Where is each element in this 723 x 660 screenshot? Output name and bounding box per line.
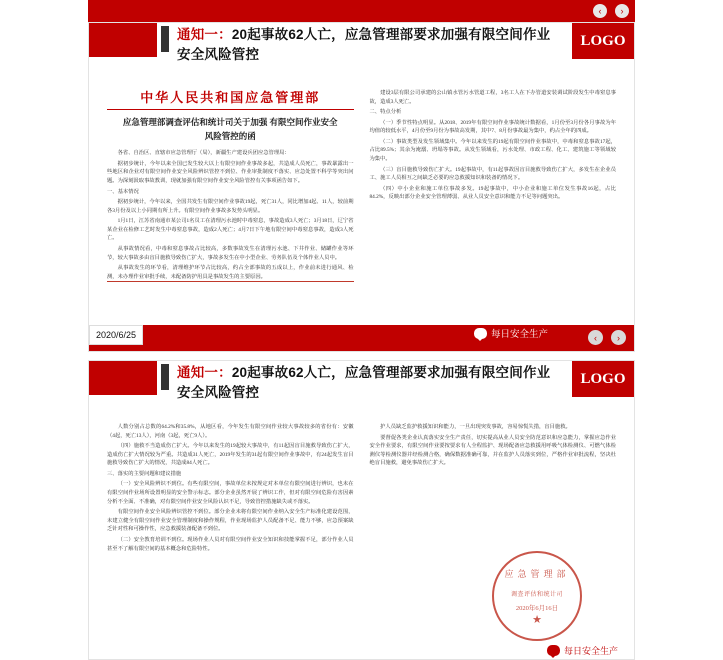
slide-1-logo: LOGO — [572, 23, 634, 59]
wechat-icon — [474, 328, 487, 339]
paragraph: 要督促各类企业认真落实安全生产责任，切实提高从业人员安全防范意识和应急能力，掌握应急作业安全作业要求，有限空间作业要按要求有人全程监护、现场配备应急救援用呼吸气体检测仪、可燃气体检测仪等检测仪器并经检测合格，确保数据准确可靠，并在监护人员落实到位，严格作业审批流程，坚决杜绝盲目施救，避免事故伤亡扩大。 — [369, 434, 616, 467]
slide-1-right-text — [370, 87, 617, 202]
next-arrow-icon[interactable]: › — [611, 330, 626, 345]
paragraph: 人数分别占总数的64.2%和35.8%，从地区看，今年发生有限空间作业较大事故较多的省份有：安徽（4起，死亡13人），河南（3起，死亡9人）。 — [107, 424, 354, 439]
doc-subtitle: 应急管理部调查评估和统计司关于加强 有限空间作业安全风险管控的函 — [122, 117, 338, 141]
paragraph: 有限空间作业安全风险辨识管控不到位。部分企业未将有限空间作业纳入安全生产标准化建设范围，未建立健全有限空间作业安全管理制度和操作规程，作业现场监护人员配备不足、能力不够，应急预案缺乏针对性和可操作性，应急救援装备配备不到位。 — [107, 509, 354, 533]
slide-1-date: 2020/6/25 — [89, 325, 143, 345]
paragraph: 从事故情况看，中毒和窒息事故占比较高，多数事故发生在清理污水池、下井作业、储罐作业等环节，较大事故多由盲目施救导致伤亡扩大，事故多发生在中小型企业、劳务队伍及个体作业人员中。 — [107, 245, 354, 261]
slide-1-header — [89, 23, 634, 81]
slide-2-left-column — [107, 423, 354, 653]
doc-official-header: 中华人民共和国应急管理部 — [140, 90, 321, 105]
slide-2-header — [89, 361, 634, 419]
paragraph: （一）安全风险辨识不到位。有些有限空间，事故单位未按规定对本单位有限空间进行辨识，也未在有限空间作业场所设置明显的安全警示标志。部分企业虽然开展了辨识工作，但对有限空间危险有害因素分析不全面、不准确，对有限空间作业安全风险认识不足，导致管控措施缺失或不落实。 — [107, 481, 354, 505]
slide-1-title-main: 20起事故62人亡，应急管理部要求加强有限空间作业 — [231, 27, 551, 42]
slide-2-title-main: 20起事故62人亡，应急管理部要求加强有限空间作业 — [231, 365, 551, 380]
paragraph: 1月1日，江苏省南通市某公司1名员工在清理污水池时中毒窒息，事故造成3人死亡；3月18日，辽宁省某企业在检修工艺时发生中毒窒息事故，造成2人死亡；4月7日下午地有限空间中毒窒息事故，造成3人死亡。 — [107, 218, 354, 242]
slide-1-title-line2: 安全风险管控 — [177, 46, 260, 62]
slide-2-right-text — [370, 423, 617, 468]
seal-top-text: 应急管理部 — [504, 569, 570, 579]
slide-1-footer — [89, 325, 634, 351]
star-icon: ★ — [532, 614, 542, 626]
official-seal — [492, 551, 582, 641]
slide-1-nav-controls — [588, 330, 626, 345]
slide-1-dark-bar — [161, 26, 169, 52]
slide-1-brand-label: 每日安全生产 — [490, 329, 548, 340]
slide-1-red-block — [89, 23, 157, 57]
slide-2-left-text — [107, 423, 354, 553]
left-margin — [0, 0, 88, 660]
slide-1-title — [177, 25, 567, 64]
next-arrow-icon[interactable]: › — [615, 4, 629, 18]
slide-1-left-text — [107, 149, 354, 282]
paragraph-heading: 二、特点分析 — [369, 109, 402, 116]
slide-2-title-prefix: 通知一： — [177, 365, 232, 380]
paragraph-heading: 三、落实的主要问题和建议措施 — [107, 470, 182, 477]
slide-2-dark-bar — [161, 364, 169, 390]
slide-2-brand-label: 每日安全生产 — [563, 646, 618, 656]
slide-2-title-line2: 安全风险管控 — [177, 384, 260, 400]
seal-mid-text: 调查评估和统计司 — [510, 592, 563, 598]
slide-2 — [88, 360, 635, 660]
wechat-icon — [547, 645, 560, 656]
paragraph: 据初步统计，今年以来，全国共发生有限空间作业事故19起，死亡31人，同比增加4起、11人，较前期各3月份及以上小同期有所上升。有限空间作业事故多发势头明显。 — [107, 199, 354, 214]
slide-2-right-column — [370, 423, 617, 653]
right-margin — [635, 0, 723, 660]
paragraph-underlined: 从事故发生的环节看，清理维护环节占比较高，约占全部事故的五成以上，作业前未进行通风、检测，未办理作业审批手续，未配备防护用具是事故发生的主要原因。 — [107, 264, 354, 282]
prev-arrow-icon[interactable]: ‹ — [588, 330, 603, 345]
seal-date-text: 2020年6月16日 — [515, 605, 559, 612]
slide-2-red-block — [89, 361, 157, 395]
paragraph-heading: 一、基本情况 — [107, 188, 139, 195]
top-red-strip — [88, 0, 635, 22]
paragraph: （一）季节性特点明显。从2018、2019年有限空间作业事故统计数据看，1月份至3月份各月事故为年均值的较低水平，4月份至9月份为事故高发期，其中7、8月份事故最为集中，约占全年的四成。 — [369, 119, 616, 135]
slide-1-brand — [474, 326, 548, 340]
slide-1-columns — [107, 87, 616, 319]
slide-2-columns — [107, 423, 616, 653]
slide-2-brand — [547, 644, 618, 657]
paragraph: 各省、自治区、直辖市应急管理厅（局），新疆生产建设兵团应急管理局： — [117, 150, 290, 157]
paragraph: （四）中小企业和施工单位事故多发。19起事故中，中小企业和施工单位发生事故16起，占比84.2%，反映出部分企业安全管理薄弱、从业人员安全意识和能力不足等问题突出。 — [369, 185, 616, 201]
paragraph: （二）事故类型及发生领域集中。今年以来发生的19起有限空间作业事故中，中毒和窒息事故17起，占比89.5%；其余为淹溺、坍塌等事故。从发生领域看，污水处理、市政工程、化工、建筑施工等领域较为集中。 — [369, 138, 616, 163]
paragraph: （三）盲目施救导致伤亡扩大。19起事故中，有11起事故因盲目施救导致伤亡扩大，多发生在企业员工、施工人员相互之间缺乏必要的应急救援知识和装备的情况下。 — [369, 166, 616, 182]
paragraph: （四）施救不当造成伤亡扩大。今年以来发生的19起较大事故中，有11起因盲目施救导致伤亡扩大，造成伤亡扩大情况较为严重。共造成31人死亡，2019年发生的31起有限空间作业事故中，有24起发生盲目施救导致伤亡扩大的情况，共造成84人死亡。 — [107, 443, 354, 467]
paragraph: 护人员缺乏监护救援知识和能力，一旦出现突发事故，容易惊慌失措，盲目施救。 — [380, 424, 571, 430]
top-nav-controls — [593, 4, 629, 18]
slide-2-title — [177, 363, 567, 402]
paragraph: （二）安全教育培训不到位。现场作业人员对有限空间作业安全知识和技能掌握不足，部分作业人员甚至不了解有限空间的基本概念和危险特性。 — [107, 536, 354, 552]
slide-1 — [88, 22, 635, 352]
slide-1-title-prefix: 通知一： — [177, 27, 232, 42]
slide-1-left-column — [107, 87, 354, 319]
paragraph: 据初步统计，今年以来全国已发生较大以上有限空间作业事故多起，共造成人员死亡，事故暴露出一些地区和企业对有限空间作业安全风险辨识管控不到位、作业审批制度不落实、应急处置不科学等突出问题。为深刻汲取事故教训，现就加强有限空间作业安全风险管控有关事项函告如下。 — [107, 160, 354, 184]
doc-header-rule — [107, 109, 354, 110]
slide-2-logo: LOGO — [572, 361, 634, 397]
paragraph: 建设3层有限公司承建的公山镇水管污水管道工程，3名工人在下办管道安装调试阶段发生中毒窒息事故，造成3人死亡。 — [369, 90, 616, 105]
slide-1-right-column — [370, 87, 617, 319]
prev-arrow-icon[interactable]: ‹ — [593, 4, 607, 18]
